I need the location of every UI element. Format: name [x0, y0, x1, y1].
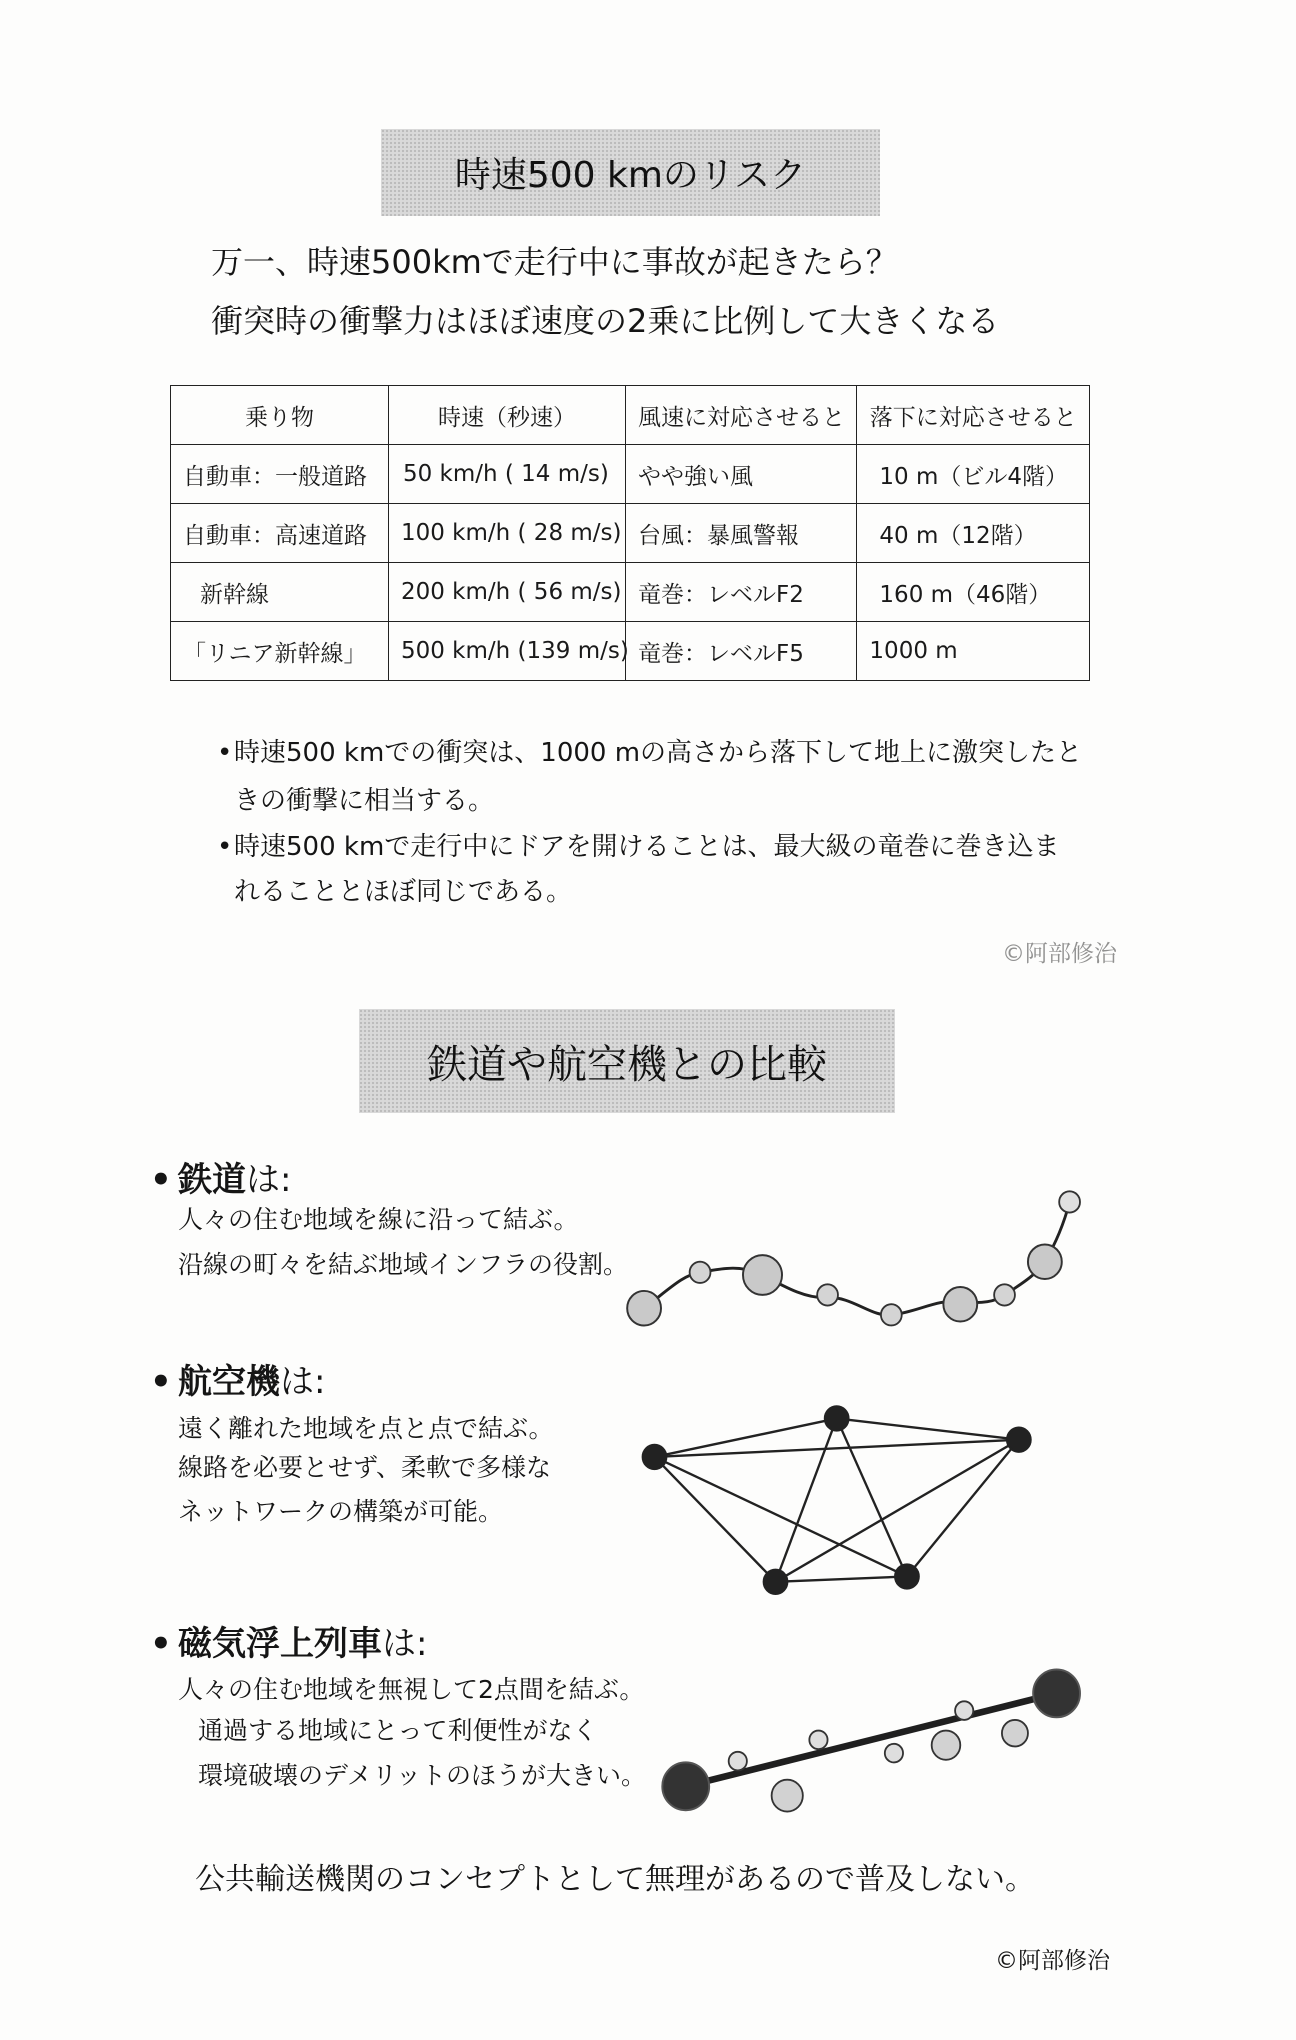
- table-cell: 200 km/h ( 56 m/s): [388, 563, 625, 622]
- maglev-description-line: 通過する地域にとって利便性がなく: [198, 1716, 598, 1745]
- town-node: [1059, 1191, 1080, 1212]
- table-header-cell: 風速に対応させると: [626, 386, 857, 445]
- flight-route: [776, 1440, 1019, 1582]
- aircraft-description-line: 線路を必要とせず、柔軟で多様な: [178, 1453, 552, 1482]
- note-item: [217, 738, 1082, 768]
- table-cell: 竜巻：レベルF5: [626, 622, 857, 681]
- table-cell: 160 m（46階）: [857, 563, 1090, 622]
- maglev-diagram: [662, 1669, 1080, 1811]
- heading-term: 磁気浮上列車: [178, 1624, 382, 1664]
- bullet-marker: •: [217, 832, 233, 862]
- bullet-marker: •: [150, 1160, 172, 1200]
- table-cell: 500 km/h (139 m/s): [388, 622, 625, 681]
- table-cell: 10 m（ビル4階）: [857, 445, 1090, 504]
- table-header-cell: 乗り物: [171, 386, 389, 445]
- table-row: [171, 504, 1090, 563]
- note-line: れることとほぼ同じである。: [234, 877, 573, 907]
- aircraft-heading: [150, 1364, 325, 1400]
- heading-suffix: は:: [382, 1624, 428, 1664]
- town-node: [817, 1284, 838, 1305]
- heading-term: 航空機: [178, 1362, 280, 1402]
- bypassed-town-node: [809, 1731, 827, 1750]
- railway-description-line: 沿線の町々を結ぶ地域インフラの役割。: [178, 1250, 629, 1279]
- intro-line: 衝突時の衝撃力はほぼ速度の2乗に比例して大きくなる: [211, 302, 1000, 340]
- section1-title: 時速500 kmのリスク: [454, 155, 807, 196]
- airport-node: [764, 1570, 787, 1594]
- table-cell: やや強い風: [626, 445, 857, 504]
- town-node: [690, 1262, 711, 1283]
- town-node: [943, 1287, 977, 1322]
- conclusion-text: 公共輸送機関のコンセプトとして無理があるので普及しない。: [195, 1862, 1035, 1897]
- town-node: [994, 1284, 1015, 1305]
- copyright-notice: ©阿部修治: [995, 1948, 1110, 1974]
- airport-node: [643, 1445, 666, 1469]
- note-line: 時速500 kmでの衝突は、1000 mの高さから落下して地上に激突したと: [234, 738, 1083, 768]
- table-cell: 自動車：高速道路: [171, 504, 389, 563]
- airport-node: [1007, 1428, 1030, 1452]
- table-cell: 100 km/h ( 28 m/s): [388, 504, 625, 563]
- bypassed-town-node: [1002, 1720, 1028, 1747]
- terminal-node: [662, 1762, 709, 1810]
- bypassed-town-node: [955, 1701, 973, 1720]
- flight-route: [655, 1440, 1019, 1457]
- maglev-description-line: 人々の住む地域を無視して2点間を結ぶ。: [178, 1675, 645, 1704]
- airport-node: [895, 1565, 918, 1589]
- risk-table: [170, 385, 1090, 681]
- bypassed-town-node: [729, 1752, 747, 1771]
- table-cell: 50 km/h ( 14 m/s): [388, 445, 625, 504]
- note-item: [217, 832, 1060, 862]
- table-cell: 新幹線: [171, 563, 389, 622]
- maglev-description-line: 環境破壊のデメリットのほうが大きい。: [198, 1761, 647, 1790]
- table-cell: 1000 m: [857, 622, 1090, 681]
- table-cell: 台風：暴風警報: [626, 504, 857, 563]
- town-node: [743, 1255, 782, 1295]
- table-cell: 40 m（12階）: [857, 504, 1090, 563]
- table-row: [171, 563, 1090, 622]
- section1-title-box: [381, 129, 880, 216]
- maglev-heading: [150, 1626, 427, 1662]
- aircraft-description-line: 遠く離れた地域を点と点で結ぶ。: [178, 1414, 554, 1443]
- maglev-line: [686, 1693, 1057, 1786]
- section2-title: 鉄道や航空機との比較: [427, 1041, 827, 1088]
- bypassed-town-node: [772, 1780, 803, 1812]
- section2-title-box: [359, 1009, 895, 1113]
- bullet-marker: •: [150, 1624, 172, 1664]
- bypassed-town-node: [932, 1731, 961, 1760]
- table-header-cell: 落下に対応させると: [857, 386, 1090, 445]
- flight-route: [655, 1457, 907, 1577]
- flight-route: [776, 1418, 837, 1581]
- intro-line: 万一、時速500kmで走行中に事故が起きたら？: [211, 243, 898, 281]
- bullet-marker: •: [217, 738, 233, 768]
- heading-suffix: は:: [280, 1362, 326, 1402]
- heading-suffix: は:: [246, 1160, 292, 1200]
- terminal-node: [1033, 1669, 1080, 1717]
- table-row: [171, 445, 1090, 504]
- bullet-marker: •: [150, 1362, 172, 1402]
- table-cell: 「リニア新幹線」: [171, 622, 389, 681]
- airline-network-diagram: [643, 1406, 1031, 1593]
- airport-node: [825, 1406, 848, 1430]
- railway-description-line: 人々の住む地域を線に沿って結ぶ。: [178, 1205, 579, 1234]
- town-node: [1028, 1244, 1062, 1279]
- flight-route: [837, 1418, 1019, 1439]
- table-row: [171, 622, 1090, 681]
- copyright-notice: ©阿部修治: [1002, 941, 1117, 967]
- town-node: [627, 1291, 661, 1326]
- flight-route: [776, 1576, 907, 1581]
- railway-diagram: [627, 1191, 1080, 1325]
- flight-route: [907, 1440, 1019, 1577]
- table-header-row: [171, 386, 1090, 445]
- table-cell: 竜巻：レベルF2: [626, 563, 857, 622]
- bypassed-town-node: [885, 1744, 903, 1763]
- table-cell: 自動車：一般道路: [171, 445, 389, 504]
- flight-route: [655, 1418, 837, 1457]
- aircraft-description-line: ネットワークの構築が可能。: [178, 1497, 504, 1526]
- note-line: きの衝撃に相当する。: [234, 786, 495, 816]
- railway-heading: [150, 1162, 291, 1198]
- flight-route: [655, 1457, 776, 1582]
- town-node: [881, 1304, 902, 1325]
- note-line: 時速500 kmで走行中にドアを開けることは、最大級の竜巻に巻き込ま: [234, 832, 1060, 862]
- table-header-cell: 時速（秒速）: [388, 386, 625, 445]
- heading-term: 鉄道: [178, 1160, 246, 1200]
- flight-route: [837, 1418, 907, 1576]
